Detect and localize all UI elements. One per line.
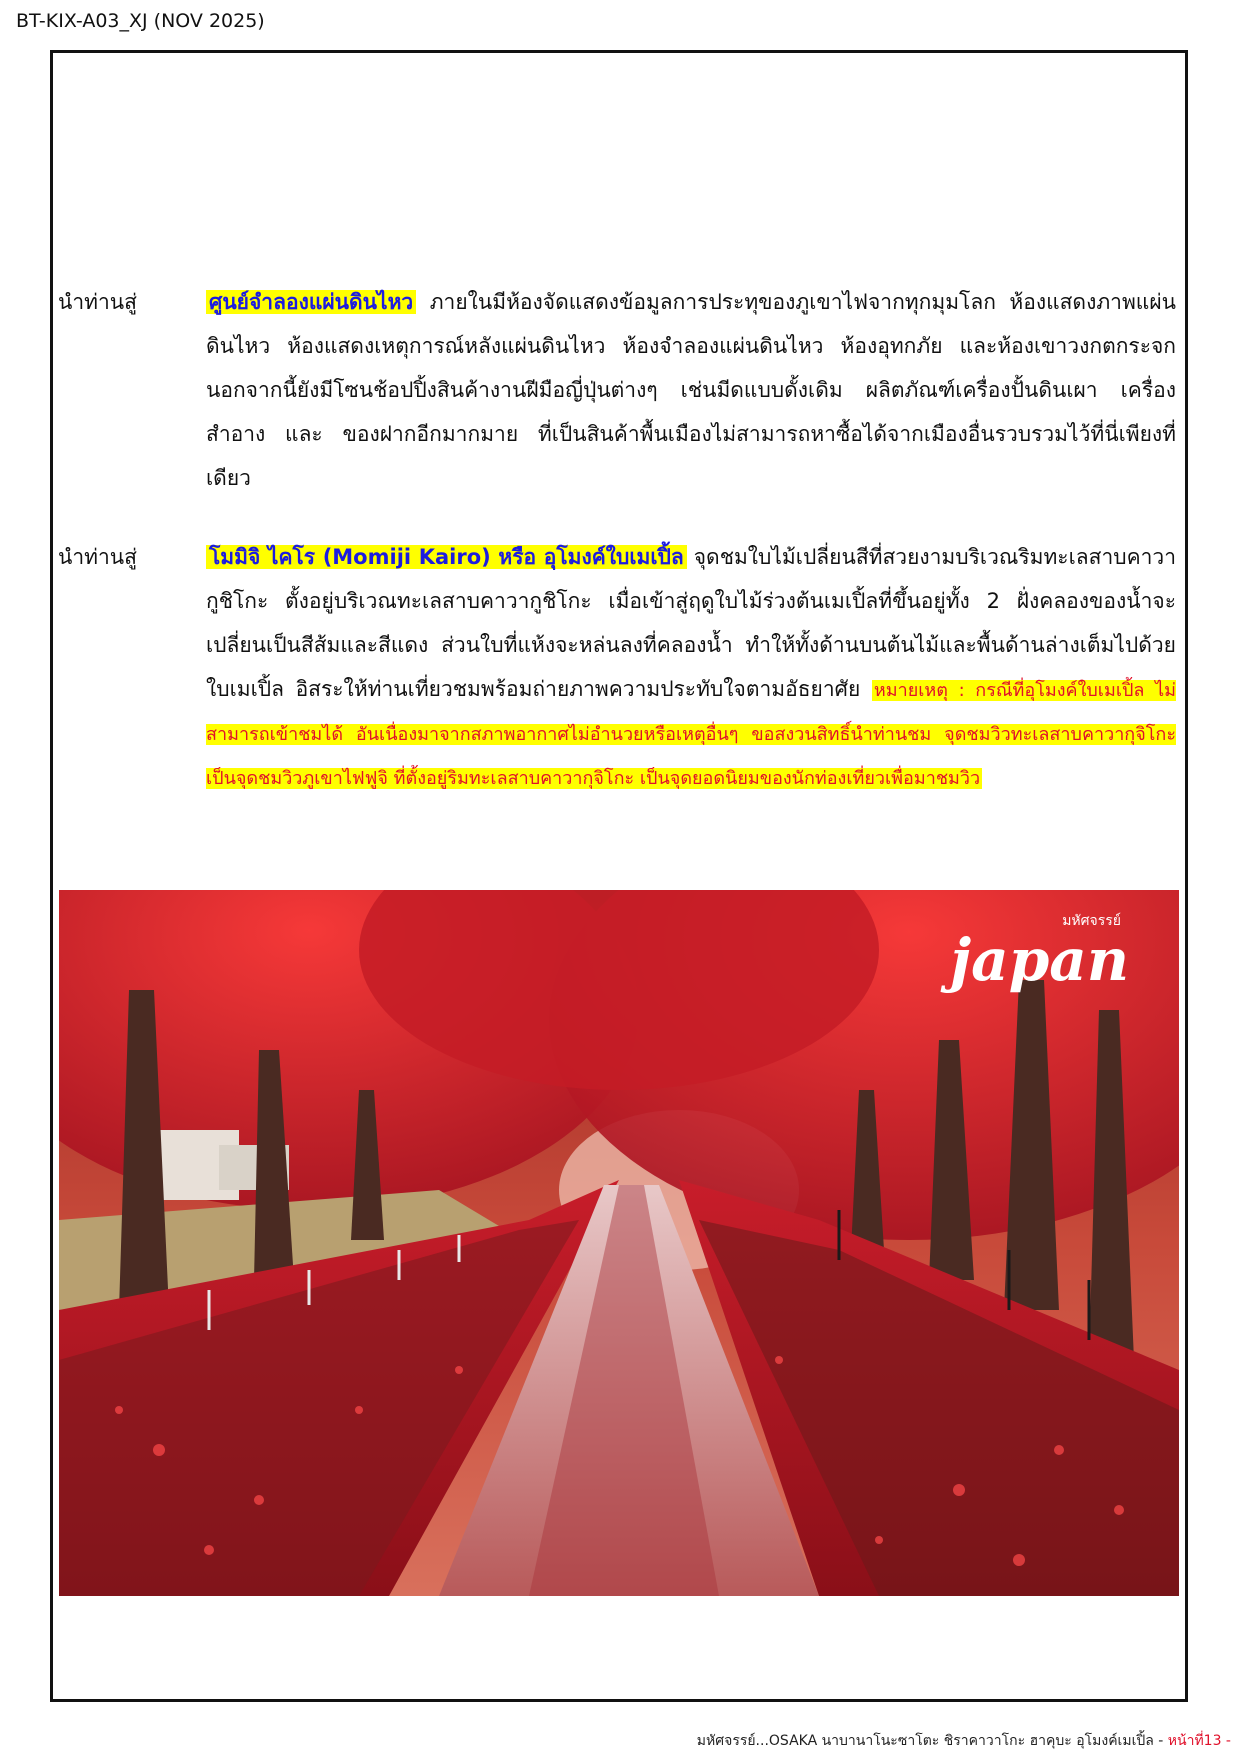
- section-text: [206, 280, 1176, 500]
- section-label: นำท่านสู่: [58, 290, 137, 314]
- section-text: [206, 535, 1176, 799]
- brand-logo-text: japan: [950, 926, 1129, 994]
- document-code: BT-KIX-A03_XJ (NOV 2025): [16, 10, 265, 32]
- section-body: ภายในมีห้องจัดแสดงข้อมูลการประทุของภูเขาไฟจากทุกมุมโลก ห้องแสดงภาพแผ่นดินไหว ห้องแสดงเหตุการณ์หลังแผ่นดินไหว ห้องจำลองแผ่นดินไหว ห้องอุทกภัย และห้องเขาวงกตกระจก นอกจากนี้ยังมีโซนช้อปปิ้งสินค้างานฝีมือญี่ปุ่นต่างๆ เช่นมีดแบบดั้งเดิม ผลิตภัณฑ์เครื่องปั้นดินเผา เครื่องสำอาง และ ของฝากอีกมากมาย ที่เป็นสินค้าพื้นเมืองไม่สามารถหาซื้อได้จากเมืองอื่นรวบรวมไว้ที่นี่เพียงที่เดียว: [206, 290, 1176, 490]
- section-title-highlight: โมมิจิ ไคโร (Momiji Kairo) หรือ อุโมงค์ใบเมเปิ้ล: [206, 545, 687, 569]
- page-footer: [697, 1730, 1231, 1752]
- section-label: นำท่านสู่: [58, 545, 137, 569]
- section-title-highlight: ศูนย์จำลองแผ่นดินไหว: [206, 290, 416, 314]
- section-earthquake-center: [58, 280, 1178, 510]
- section-body: จุดชมใบไม้เปลี่ยนสีที่สวยงามบริเวณริมทะเลสาบคาวากูชิโกะ ตั้งอยู่บริเวณทะเลสาบคาวากูชิโกะ เมื่อเข้าสู่ฤดูใบไม้ร่วงต้นเมเปิ้ลที่ขึ้นอยู่ทั้ง 2 ฝั่งคลองของน้ำจะเปลี่ยนเป็นสีส้มและสีแดง ส่วนใบที่แห้งจะหล่นลงที่คลองน้ำ ทำให้ทั้งด้านบนต้นไม้และพื้นด้านล่างเต็มไปด้วยใบเมเปิ้ล อิสระให้ท่านเที่ยวชมพร้อมถ่ายภาพความประทับใจตามอัธยาศัย: [206, 545, 1176, 701]
- page-number: หน้าที่13 -: [1167, 1733, 1231, 1749]
- section-note: หมายเหตุ : กรณีที่อุโมงค์ใบเมเปิ้ล ไม่สามารถเข้าชมได้ อันเนื่องมาจากสภาพอากาศไม่อำนวยหรือเหตุอื่นๆ ขอสงวนสิทธิ์นำท่านชม จุดชมวิวทะเลสาบคาวากุจิโกะ เป็นจุดชมวิวภูเขาไฟฟูจิ ที่ตั้งอยู่ริมทะเลสาบคาวากุจิโกะ เป็นจุดยอดนิยมของนักท่องเที่ยวเพื่อมาชมวิว: [206, 680, 1176, 789]
- section-momiji-kairo: [58, 535, 1178, 865]
- brand-small-text: มหัศจรรย์: [1062, 913, 1121, 929]
- footer-text: มหัศจรรย์...OSAKA นาบานาโนะซาโตะ ชิราคาวาโกะ ฮาคุบะ อุโมงค์เมเปิ้ล -: [696, 1733, 1168, 1749]
- maple-tunnel-photo: [59, 890, 1179, 1596]
